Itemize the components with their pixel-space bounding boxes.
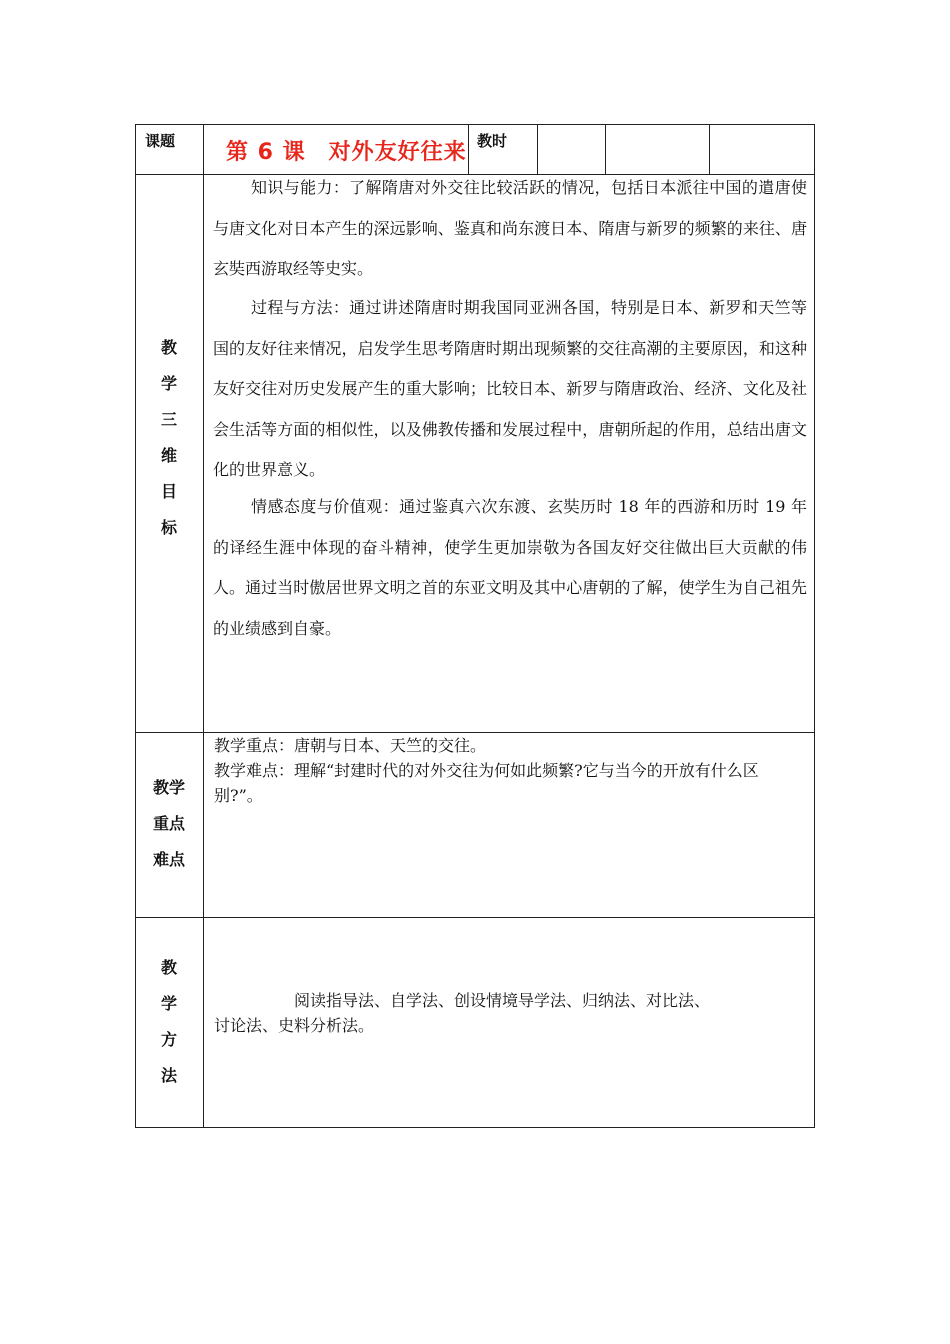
header-divider-2 [537,124,538,174]
goals-label-char: 三 [160,410,177,429]
teaching-difficulty-line2: 别?”。 [214,786,263,805]
goals-label-char: 维 [160,446,177,465]
key-points-label-line: 难点 [152,850,185,869]
methods-label-char: 法 [160,1066,177,1085]
header-divider-4 [709,124,710,174]
left-column-divider [203,124,204,1128]
methods-line2: 讨论法、史料分析法。 [214,1016,375,1035]
goal-process-paragraph: 过程与方法：通过讲述隋唐时期我国同亚洲各国，特别是日本、新罗和天竺等国的友好往来情况，启发学生思考隋唐时期出现频繁的交往高潮的主要原因，和这种友好交往对历史发展产生的重大影响；比较日本、新罗与隋唐政治、经济、文化及社会生活等方面的相似性，以及佛教传播和发展过程中，唐朝所起的作用，总结出唐文化的世界意义。 [213,298,807,479]
methods-label-char: 学 [160,994,177,1013]
teaching-difficulty-line1: 教学难点：理解“封建时代的对外交往为何如此频繁?它与当今的开放有什么区 [214,761,759,780]
methods-label [135,950,203,1094]
key-points-label-line: 教学 [152,778,185,797]
goals-label-char: 目 [160,482,177,501]
methods-label-char: 教 [160,958,177,977]
header-divider-1 [468,124,469,174]
topic-label: 课题 [145,132,176,150]
goal-emotion-paragraph: 情感态度与价值观：通过鉴真六次东渡、玄奘历时 18 年的西游和历时 19 年的译经生涯中体现的奋斗精神，使学生更加崇敬为各国友好交往做出巨大贡献的伟人。通过当时傲居世界文明之首的东亚文明及其中心唐朝的了解，使学生为自己祖先的业绩感到自豪。 [213,497,807,638]
key-points-label [135,770,203,878]
teaching-focus: 教学重点：唐朝与日本、天竺的交往。 [214,736,487,755]
header-divider-3 [605,124,606,174]
goals-label-char: 学 [160,374,177,393]
goals-label-char: 标 [160,518,177,537]
lesson-title: 第 6 课 对外友好往来 [226,140,467,165]
methods-label-char: 方 [160,1030,177,1049]
methods-line1: 阅读指导法、自学法、创设情境导学法、归纳法、对比法、 [294,991,711,1010]
goal-knowledge-paragraph: 知识与能力：了解隋唐对外交往比较活跃的情况，包括日本派往中国的遣唐使与唐文化对日本产生的深远影响、鉴真和尚东渡日本、隋唐与新罗的频繁的来往、唐玄奘西游取经等史实。 [213,178,807,278]
row-divider-3 [135,917,815,918]
period-label: 教时 [477,132,508,150]
goals-label [135,330,203,546]
goals-label-char: 教 [160,338,177,357]
key-points-label-line: 重点 [152,814,185,833]
